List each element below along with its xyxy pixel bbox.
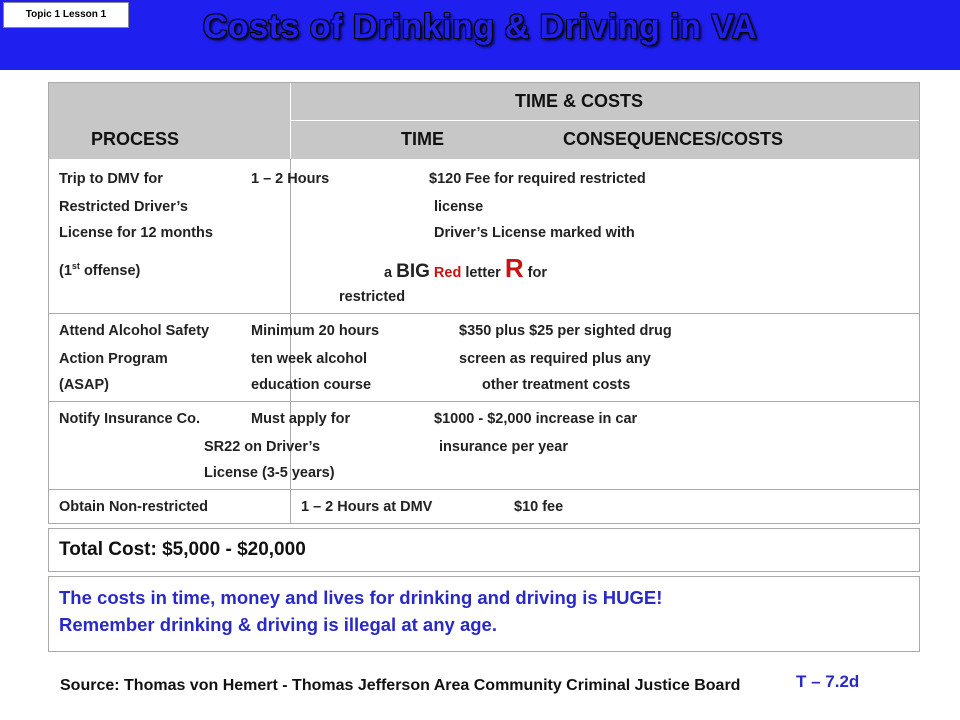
- total-cost: Total Cost: $5,000 - $20,000: [59, 539, 306, 560]
- topic-tag: Topic 1 Lesson 1: [3, 2, 129, 28]
- message-line1: The costs in time, money and lives for drinking and driving is HUGE!: [59, 587, 663, 608]
- row-divider: [49, 401, 919, 402]
- row2-process-line2: Action Program: [59, 351, 168, 367]
- row3-time-line2: SR22 on Driver’s: [204, 439, 321, 455]
- slide-reference: T – 7.2d: [796, 672, 860, 691]
- row2-time-line2: ten week alcohol: [251, 351, 368, 367]
- header-process: PROCESS: [91, 129, 180, 149]
- row3-cost-line1: $1000 - $2,000 increase in car: [434, 411, 638, 427]
- table-header: [49, 83, 919, 159]
- row2-cost-line2: screen as required plus any: [459, 351, 651, 367]
- row-divider: [49, 489, 919, 490]
- row3-time-line1: Must apply for: [251, 411, 351, 427]
- row1-cost-line1: $120 Fee for required restricted: [429, 171, 646, 187]
- row1-time: 1 – 2 Hours: [251, 171, 330, 187]
- row-divider: [49, 313, 919, 314]
- row4-cost: $10 fee: [514, 499, 564, 515]
- header-divider: [290, 120, 919, 121]
- row2-cost-line1: $350 plus $25 per sighted drug: [459, 323, 672, 339]
- row1-cost-line5: restricted: [339, 289, 406, 305]
- row1-process-line2: Restricted Driver’s: [59, 199, 188, 215]
- row1-process-line3: License for 12 months: [59, 225, 213, 241]
- total-box: [48, 528, 920, 572]
- row1-cost-line2: license: [434, 199, 484, 215]
- row4-time: 1 – 2 Hours at DMV: [301, 499, 433, 515]
- row1-process-line4: (1st offense): [59, 261, 141, 279]
- source-citation: Source: Thomas von Hemert - Thomas Jefferson Area Community Criminal Justice Board: [60, 677, 741, 694]
- header-time-costs: TIME & COSTS: [515, 91, 644, 111]
- header-col-divider: [290, 83, 291, 159]
- row1-cost-line3: Driver’s License marked with: [434, 225, 635, 241]
- row1-cost-line4: a BIG Red letter R for: [384, 253, 547, 283]
- costs-table: [48, 82, 920, 524]
- header-consequences: CONSEQUENCES/COSTS: [563, 129, 784, 149]
- row3-cost-line2: insurance per year: [439, 439, 568, 455]
- row2-time-line1: Minimum 20 hours: [251, 323, 380, 339]
- header-time: TIME: [401, 129, 444, 149]
- row2-cost-line3: other treatment costs: [482, 377, 631, 393]
- row4-process: Obtain Non-restricted: [59, 499, 209, 515]
- message-box: [48, 576, 920, 652]
- slide-title: Costs of Drinking & Driving in VA: [202, 8, 758, 46]
- row3-time-line3: License (3-5 years): [204, 465, 335, 481]
- row2-process-line1: Attend Alcohol Safety: [59, 323, 210, 339]
- row3-process: Notify Insurance Co.: [59, 411, 200, 427]
- message-line2: Remember drinking & driving is illegal at any age.: [59, 614, 497, 635]
- row1-process-line1: Trip to DMV for: [59, 171, 163, 187]
- row2-time-line3: education course: [251, 377, 372, 393]
- row2-process-line3: (ASAP): [59, 377, 109, 393]
